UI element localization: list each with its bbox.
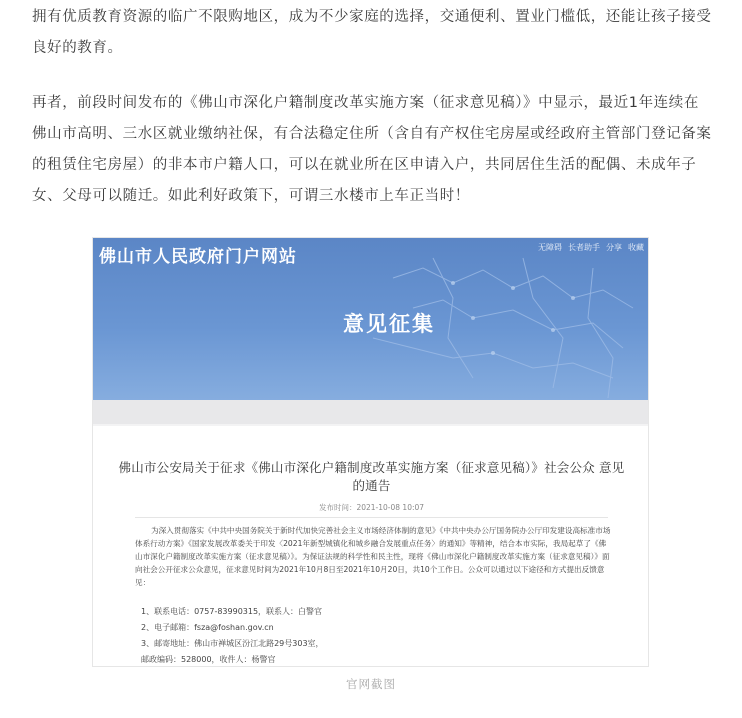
publish-time: 2021-10-08 10:07 (356, 503, 425, 512)
notice-body-text (135, 524, 613, 589)
publish-date (93, 502, 649, 513)
notice-body-part-1: 为深入贯彻落实《中共中央国务院关于新时代加快完善社会主义市场经济体制的意见》《中共中央办公厅国务院办公厅印发建设高标准市场体系行动方案》《国家发展改革委关于印发〈2021年新型城镇化和城乡融合发展重点任务〉的通知》等精神，结合本市实际，我局起草了《佛山市深化户籍制度改革实施方案（征求意见稿）》。 (135, 526, 611, 561)
accessibility-link[interactable]: 无障碍 (538, 243, 562, 252)
share-link[interactable]: 分享 (606, 243, 622, 252)
notice-body-part-2: 为保证法规的科学性和民主性，现将《佛山市深化户籍制度改革实施方案（征求意见稿）》面向社会公开征求公众意见，征求意见时间为2021年10月8日至2021年10月20日，共10个工作日。公众可以通过以下途径和方式提出反馈意见： (135, 552, 610, 587)
image-caption: 官网截图 (346, 677, 396, 691)
article-paragraph-2: 再者，前段时间发布的《佛山市深化户籍制度改革实施方案（征求意见稿）》中显示，最近1年连续在佛山市高明、三水区就业缴纳社保，有合法稳定住所（含自有产权住宅房屋或经政府主管部门登记备案的租赁住宅房屋）的非本市户籍人口，可以在就业所在区申请入户，共同居住生活的配偶、未成年子女、父母可以随迁。如此利好政策下，可谓三水楼市上车正当时！ (32, 95, 712, 204)
publish-label: 发布时间： (318, 503, 357, 512)
contact-postcode: 邮政编码：528000，收件人：杨警官 (141, 655, 276, 664)
site-tools (538, 242, 644, 253)
contact-phone: 1、联系电话：0757-83990315，联系人：白警官 (141, 607, 323, 616)
banner-heading: 意见征集 (343, 312, 435, 336)
contact-list (141, 604, 324, 667)
notice-title: 佛山市公安局关于征求《佛山市深化户籍制度改革实施方案（征求意见稿）》社会公众 意见的通告 (118, 460, 625, 493)
favorite-link[interactable]: 收藏 (628, 243, 644, 252)
site-banner (93, 238, 649, 400)
notice-body (135, 524, 613, 589)
notice-document (93, 426, 649, 667)
contact-address: 3、邮寄地址：佛山市禅城区汾江北路29号303室， (141, 639, 324, 648)
contact-email: 2、电子邮箱：fsza@foshan.gov.cn (141, 623, 274, 632)
elder-assistant-link[interactable]: 长者助手 (568, 243, 600, 252)
site-title: 佛山市人民政府门户网站 (99, 247, 297, 267)
government-site-screenshot (92, 237, 649, 667)
title-divider (135, 517, 608, 518)
article-paragraph-1: 拥有优质教育资源的临广不限购地区，成为不少家庭的选择，交通便利、置业门槛低，还能让孩子接受良好的教育。 (32, 9, 712, 56)
nav-band (93, 400, 649, 424)
